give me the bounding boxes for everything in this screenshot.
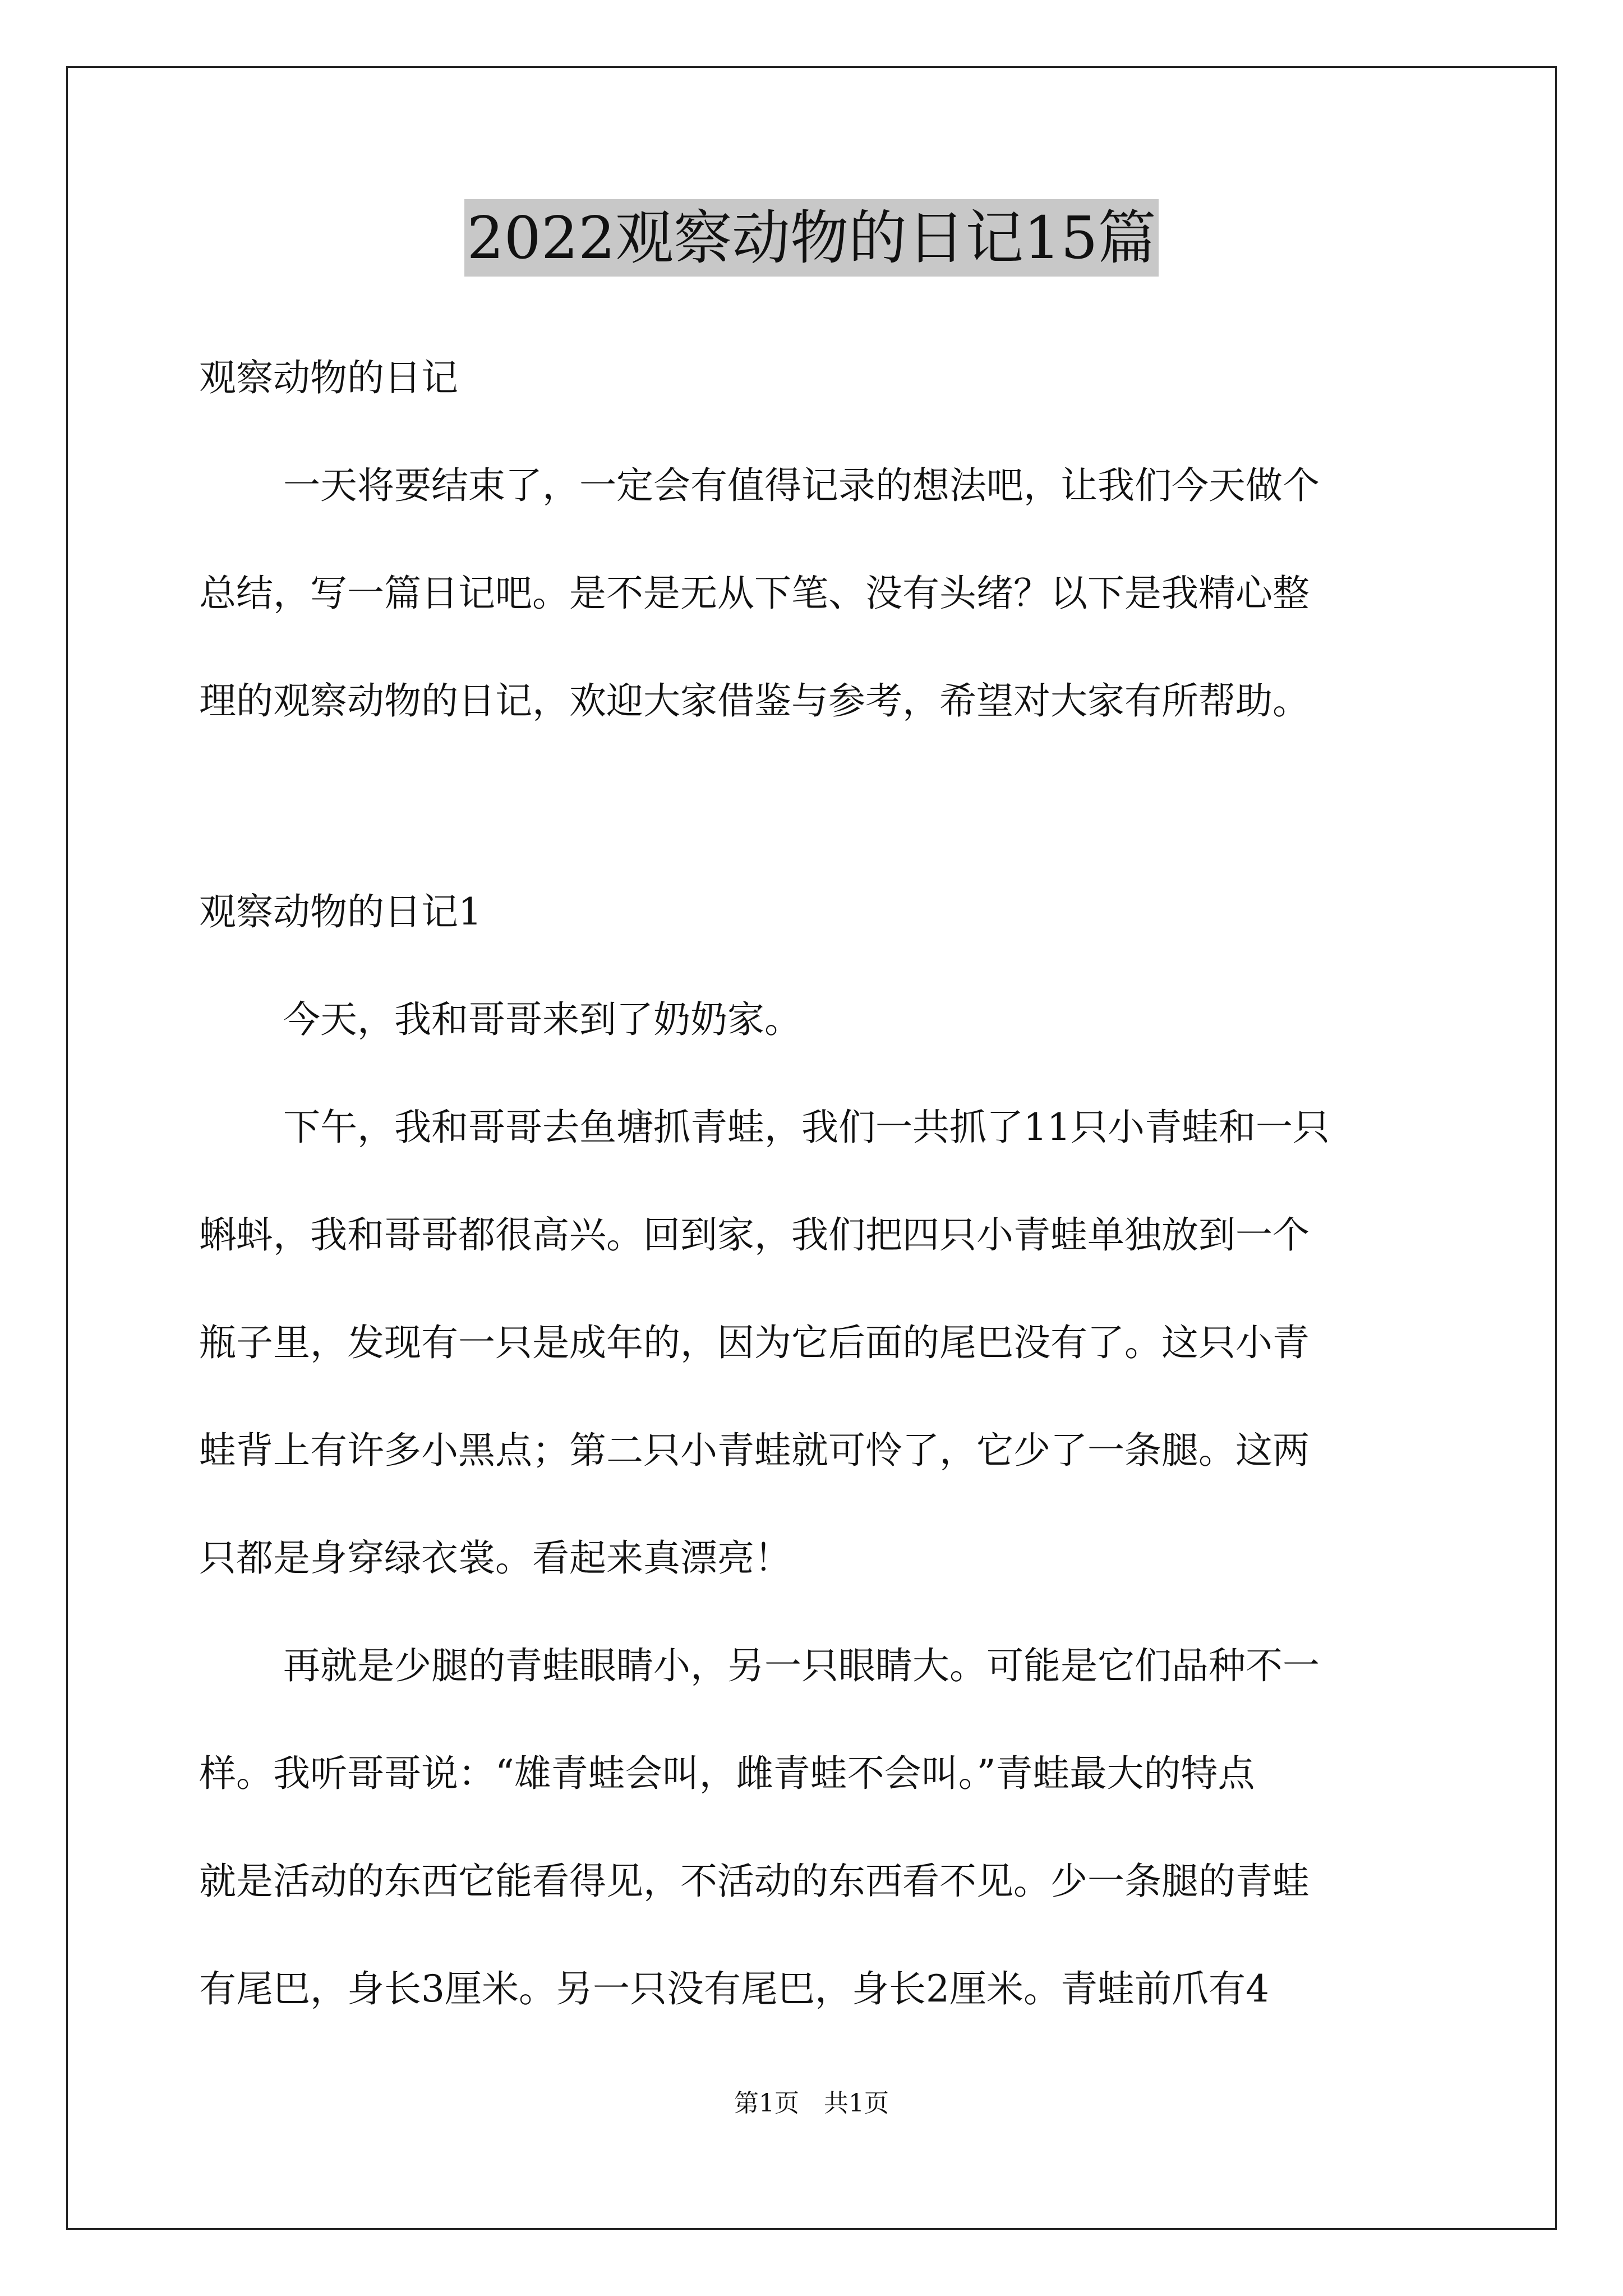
section-heading: 观察动物的日记1 bbox=[199, 890, 482, 933]
paragraph-2-line-5: 只都是身穿绿衣裳。看起来真漂亮！ bbox=[199, 1536, 791, 1580]
paragraph-3-line-4: 有尾巴，身长3厘米。另一只没有尾巴，身长2厘米。青蛙前爪有4 bbox=[199, 1967, 1269, 2010]
paragraph-2-line-3: 瓶子里，发现有一只是成年的，因为它后面的尾巴没有了。这只小青 bbox=[199, 1321, 1310, 1364]
intro-line-2: 总结，写一篇日记吧。是不是无从下笔、没有头绪？以下是我精心整 bbox=[199, 572, 1310, 615]
intro-paragraph bbox=[199, 432, 1438, 755]
paragraph-2-line-1: 下午，我和哥哥去鱼塘抓青蛙，我们一共抓了11只小青蛙和一只 bbox=[283, 1106, 1330, 1149]
document-title: 2022观察动物的日记15篇 bbox=[464, 199, 1158, 277]
intro-line-1: 一天将要结束了，一定会有值得记录的想法吧，让我们今天做个 bbox=[283, 464, 1320, 507]
intro-block bbox=[199, 324, 1438, 432]
section-1 bbox=[199, 858, 1438, 2043]
page-footer bbox=[0, 2087, 1623, 2120]
page-total: 共1页 bbox=[824, 2089, 889, 2118]
paragraph-1: 今天，我和哥哥来到了奶奶家。 bbox=[283, 998, 801, 1041]
paragraph-3-line-1: 再就是少腿的青蛙眼睛小，另一只眼睛大。可能是它们品种不一 bbox=[283, 1644, 1320, 1687]
intro-heading: 观察动物的日记 bbox=[199, 356, 458, 399]
paragraph-2-line-2: 蝌蚪，我和哥哥都很高兴。回到家，我们把四只小青蛙单独放到一个 bbox=[199, 1213, 1310, 1257]
paragraph-2-line-4: 蛙背上有许多小黑点；第二只小青蛙就可怜了，它少了一条腿。这两 bbox=[199, 1429, 1310, 1472]
page-number: 第1页 bbox=[734, 2089, 799, 2118]
intro-line-3: 理的观察动物的日记，欢迎大家借鉴与参考，希望对大家有所帮助。 bbox=[199, 679, 1310, 723]
paragraph-3-line-3: 就是活动的东西它能看得见，不活动的东西看不见。少一条腿的青蛙 bbox=[199, 1860, 1310, 1903]
title-container bbox=[0, 199, 1623, 277]
paragraph-3-line-2: 样。我听哥哥说：“雄青蛙会叫，雌青蛙不会叫。”青蛙最大的特点 bbox=[199, 1752, 1255, 1795]
